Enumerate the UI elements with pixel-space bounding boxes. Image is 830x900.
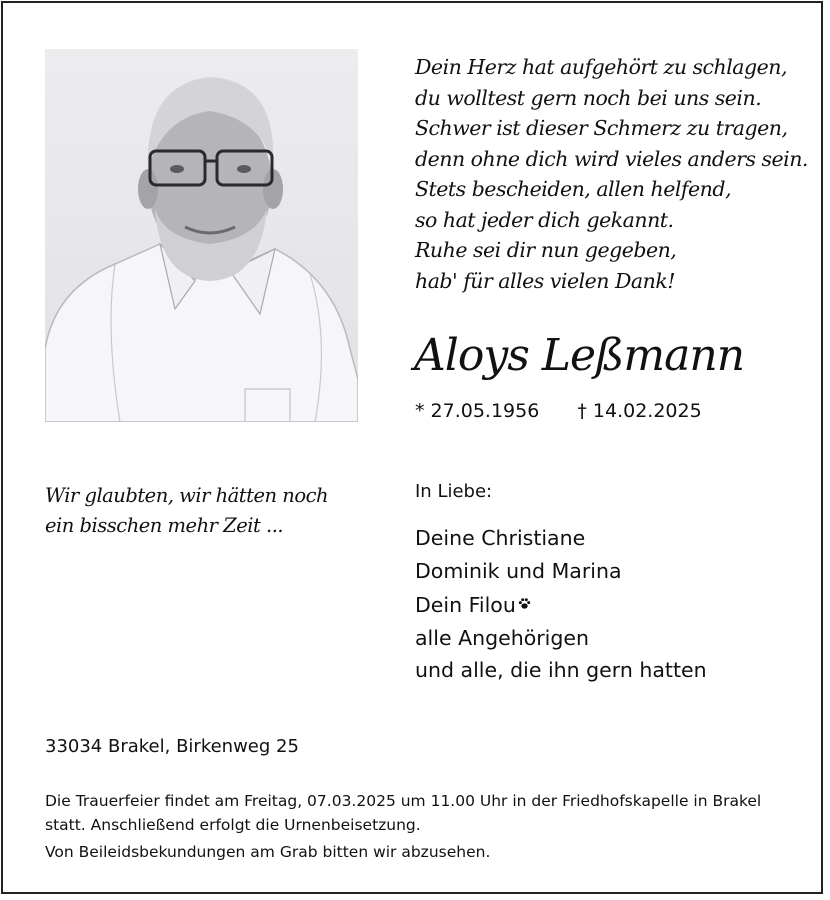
quote-line: Wir glaubten, wir hätten noch — [45, 484, 329, 507]
mourners-list — [415, 522, 707, 687]
mourner-item: Dominik und Marina — [415, 558, 622, 583]
portrait-photo — [45, 49, 358, 422]
mourner-item: und alle, die ihn gern hatten — [415, 658, 707, 682]
life-dates — [415, 400, 702, 422]
funeral-details: Die Trauerfeier findet am Freitag, 07.03.2025 um 11.00 Uhr in der Friedhofskapelle in Brakel statt. Anschließend erfolgt die Urnenbeisetzung. — [45, 792, 762, 834]
memorial-quote — [45, 481, 328, 541]
condolence-note: Von Beileidsbekundungen am Grab bitten wir abzusehen. — [45, 843, 491, 861]
poem-line: du wolltest gern noch bei uns sein. — [415, 85, 762, 110]
memorial-poem — [415, 52, 808, 296]
paw-print-icon — [518, 587, 531, 620]
quote-line: ein bisschen mehr Zeit ... — [45, 514, 284, 537]
death-date: † 14.02.2025 — [577, 400, 702, 422]
mourner-item: Deine Christiane — [415, 526, 586, 550]
poem-line: Schwer ist dieser Schmerz zu tragen, — [415, 116, 788, 140]
poem-line: hab' für alles vielen Dank! — [415, 268, 676, 293]
birth-date: * 27.05.1956 — [415, 400, 540, 422]
poem-line: Dein Herz hat aufgehört zu schlagen, — [415, 55, 787, 79]
poem-line: so hat jeder dich gekannt. — [415, 207, 674, 232]
deceased-name: Aloys Leßmann — [414, 330, 745, 381]
poem-line: Ruhe sei dir nun gegeben, — [415, 238, 677, 262]
in-love-label: In Liebe: — [415, 481, 493, 502]
poem-line: Stets bescheiden, allen helfend, — [415, 177, 731, 201]
funeral-notice — [45, 789, 805, 864]
address: 33034 Brakel, Birkenweg 25 — [45, 736, 299, 757]
mourner-item: Dein Filou — [415, 593, 516, 617]
mourner-item-pet — [415, 587, 707, 622]
poem-line: denn ohne dich wird vieles anders sein. — [415, 146, 808, 171]
mourner-item: alle Angehörigen — [415, 625, 589, 650]
